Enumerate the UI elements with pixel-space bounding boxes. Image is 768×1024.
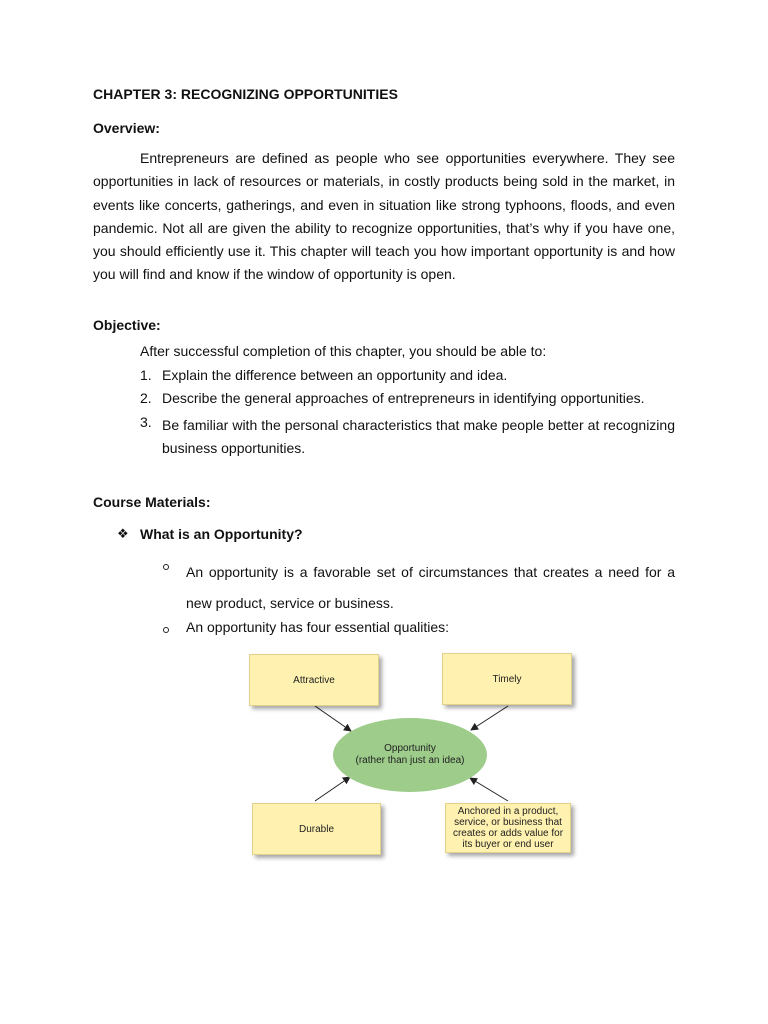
bullet-item-2: An opportunity has four essential qualities: (186, 619, 450, 635)
objective-num-1: 1. (140, 367, 152, 383)
arrow-attractive (315, 706, 351, 731)
box-timely: Timely (442, 653, 572, 705)
objective-intro: After successful completion of this chapter, you should be able to: (140, 343, 547, 359)
box-attractive: Attractive (249, 654, 379, 706)
overview-paragraph: Entrepreneurs are defined as people who see opportunities everywhere. They see opportunities in lack of resources or materials, in costly products being sold in the market, in events like concerts, gatherings, and even in situation like strong typhoons, floods, and even pandemic. Not all are given the ability to recognize opportunities, that’s why if you have one, you should efficiently use it. This chapter will teach you how important opportunity is and how you will find and know if the window of opportunity is open. (93, 150, 675, 283)
box-anchored: Anchored in a product, service, or business that creates or adds value for its buyer or end user (445, 803, 571, 853)
center-title: Opportunity (384, 743, 436, 754)
objective-item-3: Be familiar with the personal characteristics that make people better at recognizing business opportunities. (162, 417, 675, 456)
chapter-heading: CHAPTER 3: RECOGNIZING OPPORTUNITIES (93, 86, 398, 102)
arrow-timely (471, 706, 508, 730)
box-durable: Durable (252, 803, 381, 855)
objective-item-1: Explain the difference between an opportunity and idea. (162, 367, 508, 383)
arrow-durable (315, 777, 350, 801)
arrow-anchored (470, 778, 508, 801)
diamond-bullet-icon: ❖ (117, 526, 129, 541)
course-materials-label: Course Materials: (93, 494, 211, 510)
objective-num-3: 3. (140, 414, 152, 430)
section-title: What is an Opportunity? (140, 526, 303, 542)
bullet-item-1: An opportunity is a favorable set of circumstances that creates a need for a new product, service or business. (186, 564, 675, 611)
center-ellipse (333, 718, 487, 792)
overview-label: Overview: (93, 120, 160, 136)
center-subtitle: (rather than just an idea) (355, 755, 465, 766)
objective-item-2: Describe the general approaches of entrepreneurs in identifying opportunities. (162, 390, 645, 406)
objective-label: Objective: (93, 317, 161, 333)
objective-num-2: 2. (140, 390, 152, 406)
